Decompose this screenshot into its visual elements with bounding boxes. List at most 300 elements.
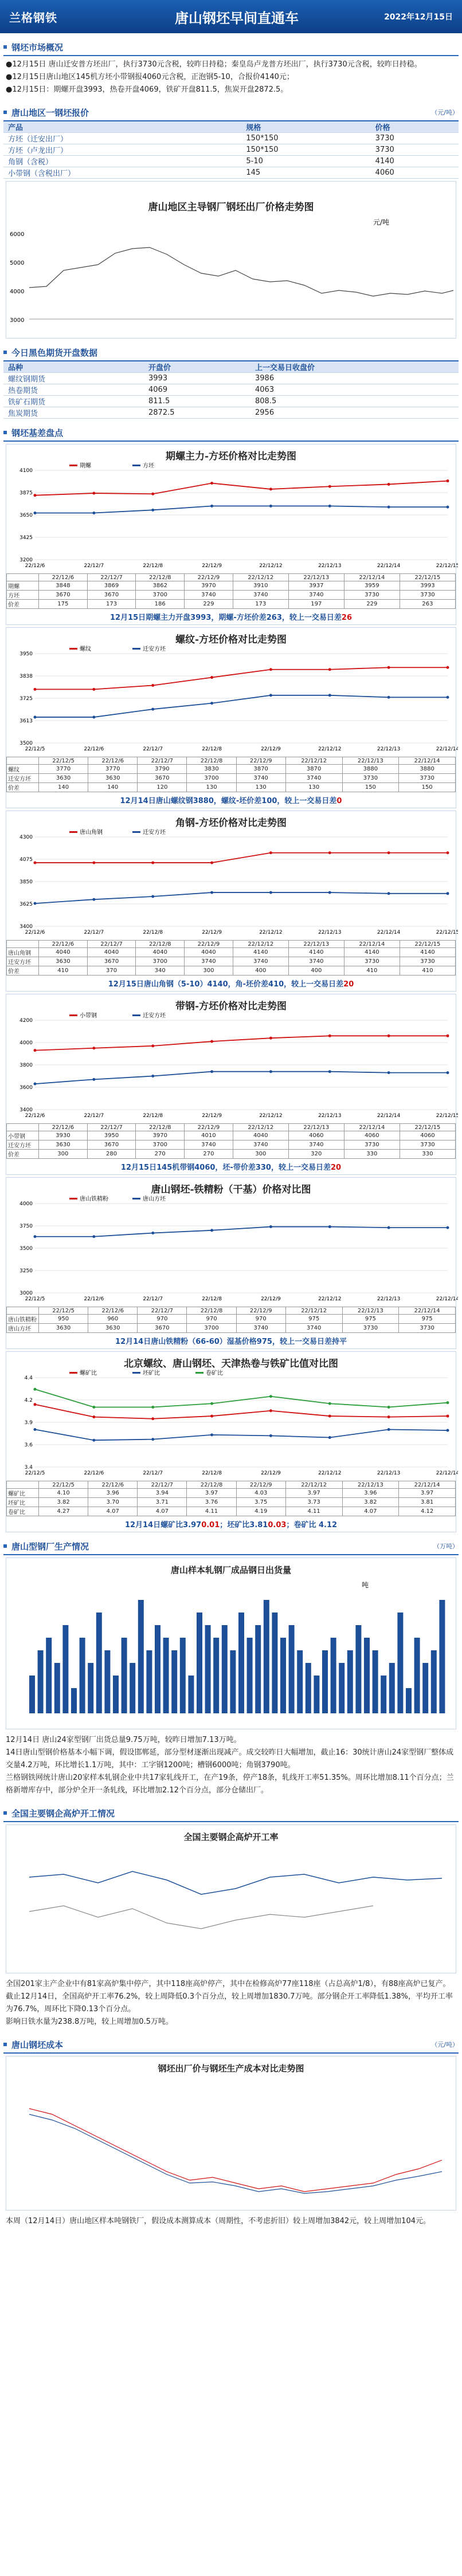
table-cell: 3730 [399,1324,456,1333]
bar [289,1625,295,1713]
legend-swatch [69,648,77,650]
table-cell: 22/12/6 [88,757,138,765]
table-cell: 4140 [344,948,400,957]
data-point [387,892,390,895]
table-cell: 3930 [39,1131,88,1140]
table-cell: 229 [185,600,233,609]
data-point [269,1070,272,1073]
table-cell: 3700 [136,1140,185,1150]
legend-label: 迁安方坯 [143,829,166,836]
table-cell: 唐山角钢 [7,948,39,957]
data-point [269,1409,272,1412]
price-table [3,121,459,179]
table-cell: 22/12/6 [88,1307,138,1315]
bar [205,1625,211,1713]
table-cell: 3870 [236,765,285,774]
table-cell: 3670 [39,591,88,600]
data-point [210,891,213,894]
table-cell: 4040 [87,948,136,957]
chart2-box [6,444,456,625]
table-cell: 410 [400,966,455,976]
x-tick: 22/12/9 [202,930,222,935]
bar-svg [6,1576,458,1725]
chart4-box [6,811,456,992]
x-tick: 22/12/6 [84,746,104,752]
line-chart [6,1195,458,1304]
data-table [6,1481,456,1516]
x-tick: 22/12/9 [202,563,222,569]
x-tick: 22/12/9 [261,1296,281,1302]
bar [297,1650,303,1713]
x-tick: 22/12/12 [259,563,283,569]
x-tick: 22/12/13 [318,563,342,569]
data-point [210,482,213,485]
data-point [269,1037,272,1040]
table-cell: 4140 [233,948,288,957]
chart6-box [6,1177,456,1349]
table-cell: 4010 [185,1131,233,1140]
y-tick: 4000 [19,1040,33,1046]
data-table [6,1123,456,1159]
data-point [269,1395,272,1398]
bar [171,1650,177,1713]
table-cell: 小带钢 [7,1131,39,1140]
table-cell: 4040 [136,948,185,957]
table-cell: 186 [136,600,185,609]
data-point [151,1044,154,1047]
data-point [151,493,154,495]
table-cell: 唐山铁精粉 [7,1315,39,1324]
paragraph: 兰格钢铁网统计唐山20家样本轧钢企业中共17家轧线开工，在产19条，停产18条，轧线开工率51.35%。周环比增加8.11个百分点；兰格新增库存中，部分炉全开一条轧线，环比增加2.12个百分点，部分仓储出厂。 [6,1773,454,1795]
data-point [34,902,37,905]
table-cell: 22/12/6 [39,941,88,948]
table-cell: 3740 [185,957,233,966]
data-point [447,892,449,895]
table-row [7,774,456,783]
data-point [210,862,213,864]
data-point [151,1438,154,1441]
table-cell: 3700 [187,774,236,783]
table-cell: 方坯 [7,591,39,600]
y-tick: 3875 [19,490,33,496]
table-cell: 22/12/12 [233,941,288,948]
table-cell: 22/12/14 [344,1124,400,1131]
table-cell: 22/12/9 [185,941,233,948]
bar [122,1638,127,1713]
data-point [447,1226,449,1229]
table-cell: 130 [236,783,285,792]
data-point [328,1225,331,1228]
unit-label: （万吨） [433,1543,459,1550]
data-point [151,1406,154,1409]
table-cell: 410 [344,966,400,976]
bar [146,1650,152,1713]
table-cell: 22/12/7 [138,757,187,765]
data-point [328,485,331,488]
table-row [7,591,456,600]
x-tick: 22/12/15 [436,930,458,935]
table-cell: 173 [87,600,136,609]
data-point [34,1388,37,1391]
legend-swatch [132,648,140,650]
table-cell: 22/12/7 [87,1124,136,1131]
market-text [3,56,459,99]
bar [306,1663,311,1713]
table-cell: 22/12/13 [342,757,399,765]
table-cell: 140 [39,783,88,792]
table-cell: 400 [288,966,344,976]
table-cell: 22/12/8 [187,1307,236,1315]
table-cell: 22/12/9 [185,574,233,581]
x-tick: 22/12/9 [261,1470,281,1476]
table-cell: 4.07 [342,1507,399,1516]
table-row: 热卷期货 4069 4063 [3,384,459,396]
table-cell: 4.07 [88,1507,138,1516]
data-point [387,1428,390,1431]
bar [163,1638,169,1713]
bar [439,1600,445,1713]
x-tick: 22/12/7 [143,1296,163,1302]
data-point [151,895,154,898]
table-cell: 22/12/13 [288,941,344,948]
x-tick: 22/12/14 [377,930,401,935]
table-cell: 400 [233,966,288,976]
shipment-bar-chart [6,1558,456,1729]
y-tick: 3200 [19,557,33,563]
legend-label: 唐山方坯 [143,1196,166,1202]
table-cell: 3740 [233,591,288,600]
data-point [151,862,154,864]
bar [197,1613,202,1713]
section-title: 钢坯市场概况 [11,42,64,53]
y-tick: 3.9 [24,1420,33,1426]
table-cell: 3848 [39,581,88,591]
table-row [7,1131,456,1140]
data-point [269,694,272,697]
data-point [34,494,37,497]
table-row: 焦炭期货 2872.5 2956 [3,407,459,419]
data-point [210,1433,213,1436]
series-line [35,1429,448,1440]
table-cell: 3740 [288,1140,344,1150]
trend-svg [6,213,458,339]
table-cell: 3.96 [342,1489,399,1498]
table-cell: 22/12/15 [400,941,455,948]
price-section [3,104,459,339]
bar [80,1638,85,1713]
table-cell: 4.19 [236,1507,285,1516]
data-point [34,1403,37,1406]
col-header: 产品 [3,121,241,133]
table-cell: 22/12/12 [285,1481,342,1489]
data-point [387,1226,390,1229]
data-point [34,688,37,691]
x-tick: 22/12/8 [143,1113,163,1119]
bar [422,1663,428,1713]
table-cell: 迁安方坯 [7,774,39,783]
table-cell: 3740 [236,774,285,783]
table-cell: 3.97 [285,1489,342,1498]
table-cell: 3670 [87,591,136,600]
table-cell: 22/12/15 [400,574,455,581]
table-cell: 22/12/14 [344,941,400,948]
data-point [328,851,331,854]
x-tick: 22/12/14 [436,1296,458,1302]
section-title: 唐山地区一钢坯报价 [11,107,89,118]
x-tick: 22/12/15 [436,563,458,569]
section-title: 全国主要钢企高炉开工情况 [11,1808,115,1819]
legend-swatch [195,1372,203,1374]
table-cell: 229 [344,600,400,609]
y-tick: 4000 [19,1201,33,1207]
table-cell: 3740 [285,774,342,783]
bar [414,1638,420,1713]
y-tick: 3750 [19,1224,33,1229]
table-cell: 4140 [400,948,455,957]
furnace-rate-chart [6,1824,456,1973]
table-cell: 22/12/13 [288,1124,344,1131]
data-table [6,1307,456,1333]
bullet-icon [3,1544,7,1548]
table-cell: 3740 [285,1324,342,1333]
table-cell: 410 [39,966,88,976]
table-row [7,957,456,966]
data-point [34,862,37,864]
line-chart [6,1370,458,1478]
table-cell: 4140 [288,948,344,957]
chart-title: 带钢-方坯价格对比走势图 [175,1001,287,1012]
y-tick: 4000 [10,289,25,295]
table-cell: 4040 [233,1131,288,1140]
table-cell: 22/12/12 [233,574,288,581]
data-point [328,1415,331,1418]
table-cell: 22/12/9 [185,1124,233,1131]
legend-label: 坯矿比 [143,1370,160,1377]
table-cell: 3730 [344,1140,400,1150]
table-cell: 3730 [400,591,455,600]
blast-furnace-section [3,1805,459,2031]
table-cell: 3.82 [39,1498,88,1507]
bar [188,1676,194,1713]
table-cell: 3.96 [88,1489,138,1498]
table-cell: 4.11 [187,1507,236,1516]
data-point [210,1040,213,1043]
data-point [151,1417,154,1420]
data-point [92,1078,95,1081]
x-tick: 22/12/13 [318,1113,342,1119]
x-tick: 22/12/12 [259,930,283,935]
table-cell: 3730 [400,1140,455,1150]
legend-swatch [132,1372,140,1374]
table-cell: 300 [39,1150,88,1159]
table-cell: 370 [87,966,136,976]
table-cell: 22/12/7 [87,941,136,948]
table-row [7,783,456,792]
data-point [34,1083,37,1086]
series-line [35,1389,448,1407]
cost-chart [6,2056,456,2211]
series-line [35,481,448,495]
data-point [269,487,272,490]
y-tick: 6000 [10,231,25,238]
table-row [7,1507,456,1516]
table-cell: 3630 [39,774,88,783]
y-tick: 5000 [10,260,25,266]
table-cell: 4.07 [138,1507,187,1516]
cost-line [29,2114,442,2193]
table-cell: 3670 [138,1324,187,1333]
legend-swatch [69,831,77,833]
bar [314,1676,319,1713]
table-cell: 270 [136,1150,185,1159]
table-row: 铁矿石期货 811.5 808.5 [3,396,459,407]
x-tick: 22/12/7 [84,563,104,569]
table-cell: 3970 [185,581,233,591]
legend-label: 方坯 [143,463,154,469]
table-cell: 22/12/12 [285,757,342,765]
table-cell: 3630 [39,957,88,966]
x-tick: 22/12/6 [84,1470,104,1476]
table-cell: 坯矿比 [7,1498,39,1507]
bar [113,1676,119,1713]
data-point [34,1235,37,1238]
header-bar [0,0,462,33]
paragraph: ●12月15日：期螺开盘3993，热卷开盘4069，铁矿开盘811.5，焦炭开盘2872.5。 [6,85,288,94]
table-cell: 22/12/13 [342,1481,399,1489]
table-cell: 3.73 [285,1498,342,1507]
data-point [387,1415,390,1418]
data-point [269,668,272,671]
table-cell: 3740 [288,957,344,966]
y-tick: 3500 [19,1246,33,1252]
cost-price-line [29,2109,442,2192]
table-cell: 320 [288,1150,344,1159]
table-row [7,600,456,609]
legend-swatch [69,1014,77,1016]
line-chart [6,1012,458,1121]
table-row [7,1498,456,1507]
x-tick: 22/12/8 [143,563,163,569]
table-cell: 3730 [342,1324,399,1333]
table-cell: 300 [185,966,233,976]
data-point [151,1075,154,1077]
table-cell: 3870 [285,765,342,774]
table-row: 螺纹钢期货 3993 3986 [3,373,459,384]
table-cell: 22/12/6 [88,1481,138,1489]
table-cell: 3700 [187,1324,236,1333]
table-cell: 3.97 [187,1489,236,1498]
table-cell: 975 [285,1315,342,1324]
data-point [447,666,449,669]
bullet-icon [3,351,7,354]
production-text [3,1732,459,1799]
legend-label: 唐山铁精粉 [80,1196,108,1202]
chart7-box [6,1351,456,1532]
table-cell: 175 [39,600,88,609]
futures-table: 品种 开盘价 上一交易日收盘价 螺纹钢期货 3993 3986 热卷期货 4069 4063 铁矿石期货 811.5 808.5 焦炭期货 2872.5 2956 [3,361,459,419]
bar [38,1650,44,1713]
unit-label: （元/吨） [431,2041,459,2048]
table-cell: 3959 [344,581,400,591]
table-cell: 4060 [288,1131,344,1140]
x-tick: 22/12/7 [143,746,163,752]
paragraph: 14日唐山型钢价格基本小幅下调，假设邯郸延，部分型材逐渐出现减产。成交较昨日大幅增加，截止16：30统计唐山24家型钢厂整体成交量4.2万吨，环比增长1.1万吨，其中：工字钢1200吨；槽钢6000吨；角钢3790吨。 [6,1748,454,1769]
bar [280,1638,286,1713]
table-row [7,1315,456,1324]
chart-title: 唐山样本轧钢厂成品钢日出货量 [170,1565,291,1575]
table-cell: 330 [344,1150,400,1159]
data-point [210,1070,213,1073]
data-table [6,573,456,609]
x-tick: 22/12/14 [436,746,458,752]
data-point [387,506,390,509]
table-cell: 22/12/7 [138,1307,187,1315]
data-point [447,851,449,854]
table-cell: 3730 [344,591,400,600]
legend-label: 卷矿比 [206,1370,223,1377]
y-tick: 3613 [19,718,33,724]
bullet-icon [3,111,7,114]
furnace-svg [6,1843,458,1969]
series-line [35,667,448,689]
series-line [35,506,448,513]
y-tick: 3500 [19,741,33,746]
table-cell: 4060 [400,1131,455,1140]
x-tick: 22/12/8 [202,746,222,752]
table-cell: 3770 [88,765,138,774]
data-point [210,1415,213,1418]
line-chart [6,646,458,754]
data-point [387,1071,390,1074]
table-cell: 270 [185,1150,233,1159]
data-point [387,1406,390,1409]
y-tick: 3000 [10,317,25,324]
legend-swatch [132,465,140,466]
table-cell: 4040 [39,948,88,957]
table-cell: 4.11 [285,1507,342,1516]
x-tick: 22/12/5 [25,1470,45,1476]
legend-swatch [132,831,140,833]
table-cell: 迁安方坯 [7,957,39,966]
x-tick: 22/12/7 [143,1470,163,1476]
data-point [34,1049,37,1052]
bar [331,1638,336,1713]
bar [54,1663,60,1713]
data-point [447,506,449,509]
legend-label: 迁安方坯 [143,1013,166,1019]
paragraph: 影响日铁水量为238.8万吨，较上周增加0.5万吨。 [6,2017,173,2026]
data-point [269,891,272,894]
bar [406,1688,412,1713]
table-cell: 150 [399,783,456,792]
legend-label: 螺纹 [80,646,91,652]
table-cell: 263 [400,600,455,609]
y-tick: 4.4 [24,1375,33,1381]
chart-caption: 12月14日螺矿比3.970.01；坯矿比3.810.03；卷矿比 4.12 [124,1521,338,1529]
bar [272,1613,277,1713]
data-point [447,479,449,482]
table-row [7,581,456,591]
table-cell: 3730 [399,774,456,783]
data-point [328,1436,331,1439]
table-cell: 3993 [400,581,455,591]
table-cell: 3910 [233,581,288,591]
table-cell: 3880 [399,765,456,774]
x-tick: 22/12/6 [84,1296,104,1302]
data-point [328,694,331,697]
series-line [35,853,448,863]
chart-unit: 元/吨 [373,218,390,226]
